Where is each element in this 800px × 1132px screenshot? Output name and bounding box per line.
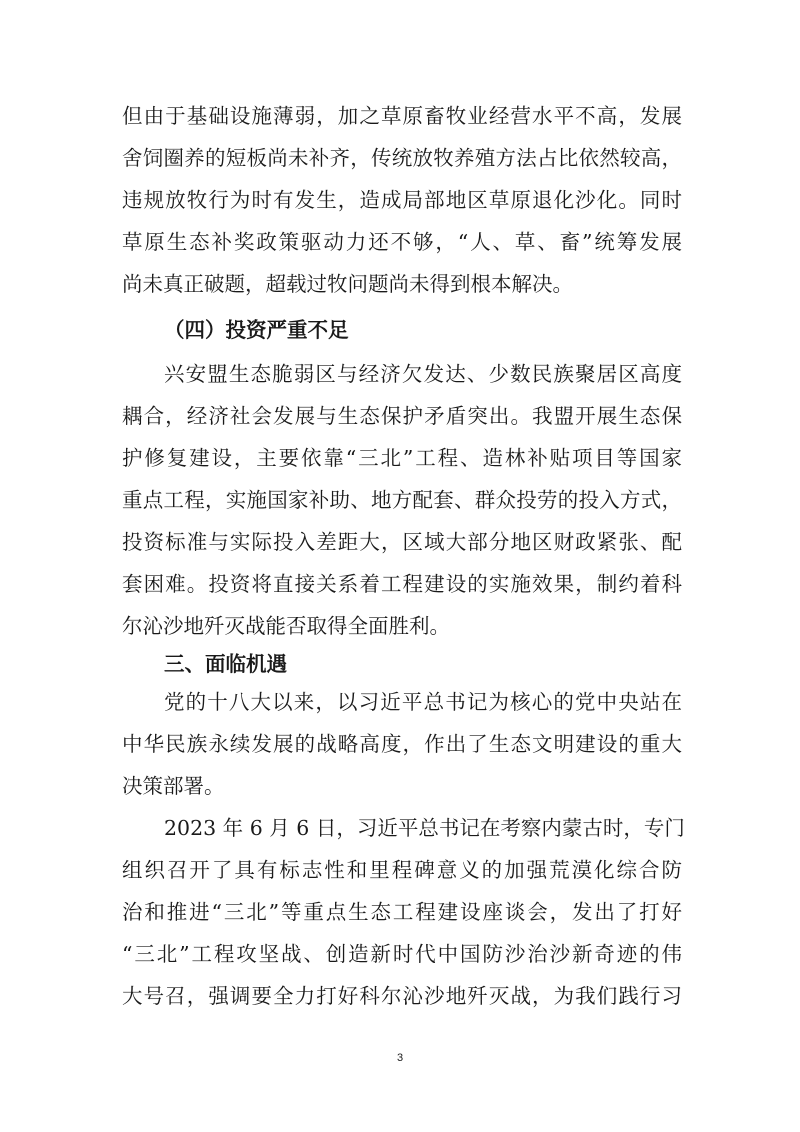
paragraph-line: “三北”工程攻坚战、创造新时代中国防沙治沙新奇迹的伟	[122, 942, 682, 966]
paragraph-line: 2023 年 6 月 6 日，习近平总书记在考察内蒙古时，专门	[164, 816, 685, 840]
page-number: 3	[396, 1052, 404, 1064]
paragraph-line: 决策部署。	[122, 774, 225, 798]
paragraph-line: 党的十八大以来，以习近平总书记为核心的党中央站在	[164, 690, 682, 714]
chapter-heading: 三、面临机遇	[164, 652, 287, 676]
section-heading: （四）投资严重不足	[164, 318, 349, 342]
paragraph-line: 套困难。投资将直接关系着工程建设的实施效果，制约着科	[122, 572, 682, 596]
paragraph-line: 兴安盟生态脆弱区与经济欠发达、少数民族聚居区高度	[164, 362, 682, 386]
paragraph-line: 重点工程，实施国家补助、地方配套、群众投劳的投入方式，	[122, 488, 682, 512]
paragraph-line: 违规放牧行为时有发生，造成局部地区草原退化沙化。同时	[122, 188, 682, 212]
paragraph-line: 尚未真正破题，超载过牧问题尚未得到根本解决。	[122, 272, 573, 296]
paragraph-line: 中华民族永续发展的战略高度，作出了生态文明建设的重大	[122, 732, 682, 756]
paragraph-line: 舍饲圈养的短板尚未补齐，传统放牧养殖方法占比依然较高，	[122, 146, 682, 170]
paragraph-line: 组织召开了具有标志性和里程碑意义的加强荒漠化综合防	[122, 858, 682, 882]
paragraph-line: 大号召，强调要全力打好科尔沁沙地歼灭战，为我们践行习	[122, 984, 682, 1008]
paragraph-line: 耦合，经济社会发展与生态保护矛盾突出。我盟开展生态保	[122, 404, 682, 428]
paragraph-line: 但由于基础设施薄弱，加之草原畜牧业经营水平不高，发展	[122, 104, 682, 128]
paragraph-line: 治和推进“三北”等重点生态工程建设座谈会，发出了打好	[122, 900, 682, 924]
paragraph-line: 尔沁沙地歼灭战能否取得全面胜利。	[122, 614, 450, 638]
paragraph-line: 草原生态补奖政策驱动力还不够，“人、草、畜”统筹发展	[122, 230, 682, 254]
paragraph-line: 投资标准与实际投入差距大，区域大部分地区财政紧张、配	[122, 530, 682, 554]
paragraph-line: 护修复建设，主要依靠“三北”工程、造林补贴项目等国家	[122, 446, 682, 470]
